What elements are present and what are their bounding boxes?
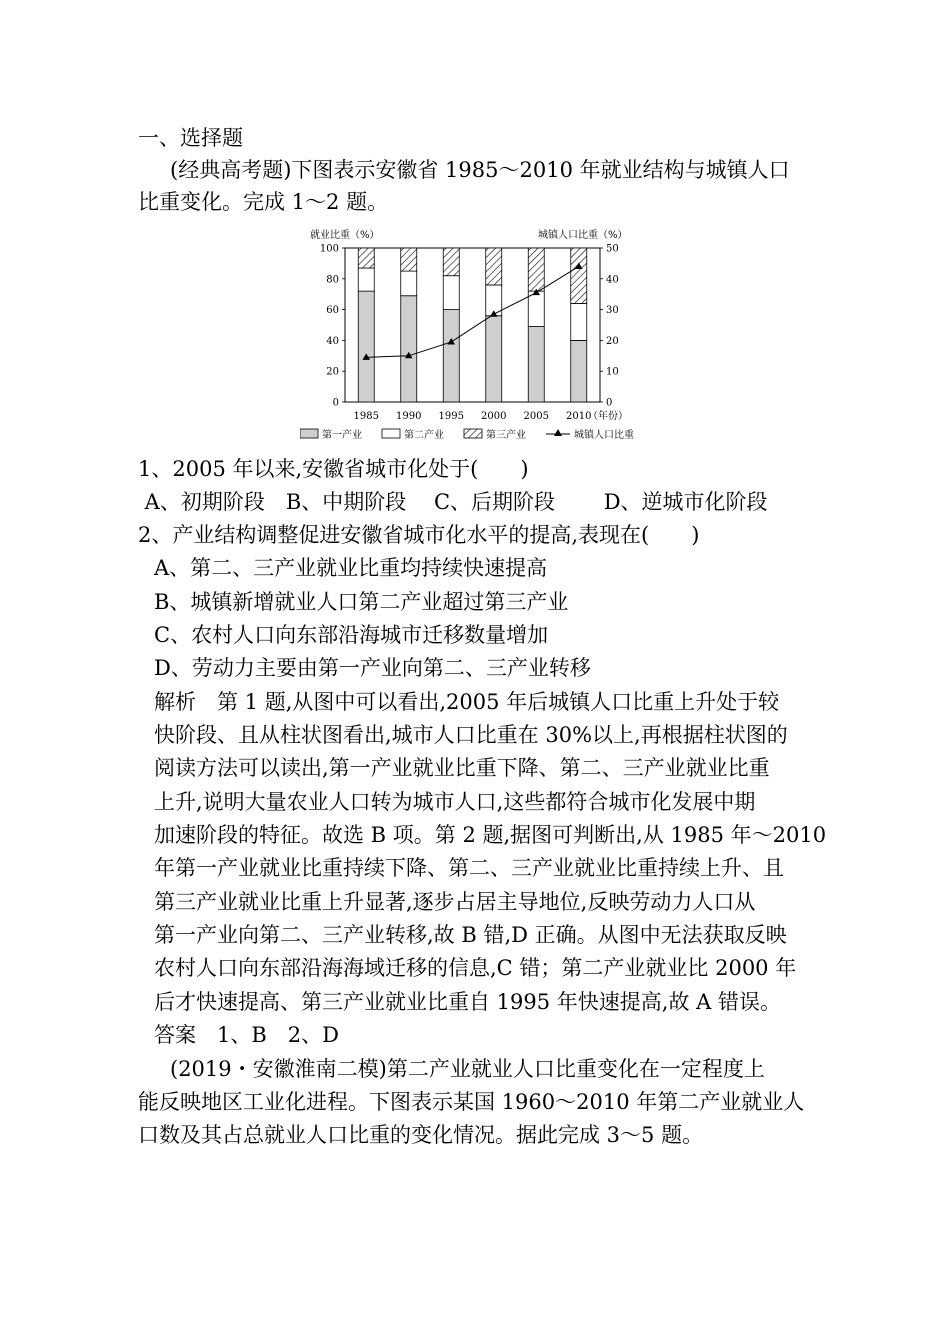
- bar-secondary-industry: [358, 268, 374, 291]
- right-tick-label: 20: [606, 335, 619, 347]
- question-2-option-a: A、第二、三产业就业比重均持续快速提高: [154, 556, 548, 580]
- x-axis-title: （年份）: [588, 411, 628, 422]
- analysis-line-4: 上升,说明大量农业人口转为城市人口,这些都符合城市化发展中期: [154, 790, 756, 814]
- legend-marker-urban: [554, 429, 562, 436]
- analysis-line-1: 解析 第 1 题,从图中可以看出,2005 年后城镇人口比重上升处于较: [154, 690, 780, 714]
- left-tick-label: 40: [326, 335, 339, 347]
- right-tick-label: 50: [606, 243, 619, 255]
- left-axis-ticks: [320, 244, 345, 409]
- section-title: 一、选择题: [138, 126, 243, 150]
- x-tick-label: 1990: [396, 411, 422, 422]
- x-tick-label: 2005: [523, 411, 549, 422]
- left-tick-label: 20: [326, 366, 339, 378]
- right-axis-ticks: [600, 244, 619, 409]
- bar-primary-industry: [571, 340, 587, 402]
- right-tick-label: 30: [606, 305, 619, 317]
- legend-label-primary: 第一产业: [322, 430, 362, 441]
- question-1-stem: 1、2005 年以来,安徽省城市化处于( ): [138, 457, 529, 481]
- legend-label-secondary: 第二产业: [404, 430, 444, 441]
- bar-tertiary-industry: [358, 248, 374, 268]
- left-tick-label: 80: [326, 274, 339, 286]
- right-tick-label: 10: [606, 366, 619, 378]
- bar-secondary-industry: [443, 276, 459, 310]
- question-1-options: A、初期阶段 B、中期阶段 C、后期阶段 D、逆城市化阶段: [138, 490, 768, 514]
- legend-swatch-secondary: [382, 429, 400, 438]
- next-intro-line-3: 口数及其占总就业人口比重的变化情况。据此完成 3～5 题。: [138, 1123, 704, 1147]
- analysis-line-7: 第三产业就业比重上升显著,逐步占居主导地位,反映劳动力人口从: [154, 890, 756, 914]
- bar-secondary-industry: [401, 271, 417, 296]
- question-2-option-d: D、劳动力主要由第一产业向第二、三产业转移: [154, 656, 591, 680]
- urban-line-path: [366, 266, 579, 357]
- left-tick-label: 60: [326, 305, 339, 317]
- analysis-line-9: 农村人口向东部沿海海域迁移的信息,C 错；第二产业就业比 2000 年: [154, 956, 797, 980]
- next-intro-line-1: (2019・安徽淮南二模)第二产业就业人口比重变化在一定程度上: [170, 1057, 765, 1081]
- bar-primary-industry: [358, 291, 374, 402]
- next-intro-line-2: 能反映地区工业化进程。下图表示某国 1960～2010 年第二产业就业人: [138, 1090, 805, 1114]
- analysis-line-10: 后才快速提高、第三产业就业比重自 1995 年快速提高,故 A 错误。: [154, 990, 781, 1014]
- analysis-line-2: 快阶段、且从柱状图看出,城市人口比重在 30%以上,再根据柱状图的: [154, 723, 788, 747]
- legend-swatch-primary: [300, 429, 318, 438]
- left-tick-label: 100: [319, 243, 339, 255]
- urban-population-line: [362, 262, 582, 359]
- chart-frame: [345, 248, 600, 402]
- right-tick-label: 0: [606, 397, 613, 409]
- answer-line: 答案 1、B 2、D: [154, 1023, 339, 1047]
- x-tick-label: 1995: [438, 411, 464, 422]
- intro-line-2: 比重变化。完成 1～2 题。: [138, 190, 389, 214]
- question-2-option-b: B、城镇新增就业人口第二产业超过第三产业: [154, 590, 569, 614]
- question-2-stem: 2、产业结构调整促进安徽省城市化水平的提高,表现在( ): [138, 523, 700, 547]
- analysis-line-6: 年第一产业就业比重持续下降、第二、三产业就业比重持续上升、且: [154, 856, 784, 880]
- bar-series: [358, 248, 587, 402]
- employment-urbanization-chart: [300, 224, 670, 444]
- legend-label-urban: 城镇人口比重: [574, 430, 634, 441]
- legend-label-tertiary: 第三产业: [486, 430, 526, 441]
- bar-primary-industry: [401, 296, 417, 402]
- bar-tertiary-industry: [528, 248, 544, 291]
- x-axis-ticks: [354, 411, 592, 422]
- right-tick-label: 40: [606, 274, 619, 286]
- bar-secondary-industry: [528, 291, 544, 326]
- legend-swatch-tertiary: [464, 429, 482, 438]
- left-tick-label: 0: [332, 397, 339, 409]
- bar-primary-industry: [443, 310, 459, 402]
- right-axis-title: 城镇人口比重（%）: [538, 230, 628, 241]
- bar-primary-industry: [486, 316, 502, 402]
- x-tick-label: 1985: [353, 411, 379, 422]
- x-tick-label: 2000: [481, 411, 507, 422]
- intro-line-1: (经典高考题)下图表示安徽省 1985～2010 年就业结构与城镇人口: [170, 158, 790, 182]
- bar-secondary-industry: [571, 303, 587, 340]
- analysis-line-8: 第一产业向第二、三产业转移,故 B 错,D 正确。从图中无法获取反映: [154, 923, 787, 947]
- chart-legend: [300, 428, 634, 441]
- left-axis-title: 就业比重（%）: [310, 230, 380, 241]
- bar-tertiary-industry: [401, 248, 417, 271]
- x-tick-label: 2010: [566, 411, 592, 422]
- bar-primary-industry: [528, 327, 544, 402]
- analysis-line-5: 加速阶段的特征。故选 B 项。第 2 题,据图可判断出,从 1985 年～2010: [154, 823, 827, 847]
- bar-tertiary-industry: [571, 248, 587, 303]
- analysis-line-3: 阅读方法可以读出,第一产业就业比重下降、第二、三产业就业比重: [154, 756, 770, 780]
- question-2-option-c: C、农村人口向东部沿海城市迁移数量增加: [154, 623, 549, 647]
- bar-tertiary-industry: [486, 248, 502, 285]
- bar-tertiary-industry: [443, 248, 459, 276]
